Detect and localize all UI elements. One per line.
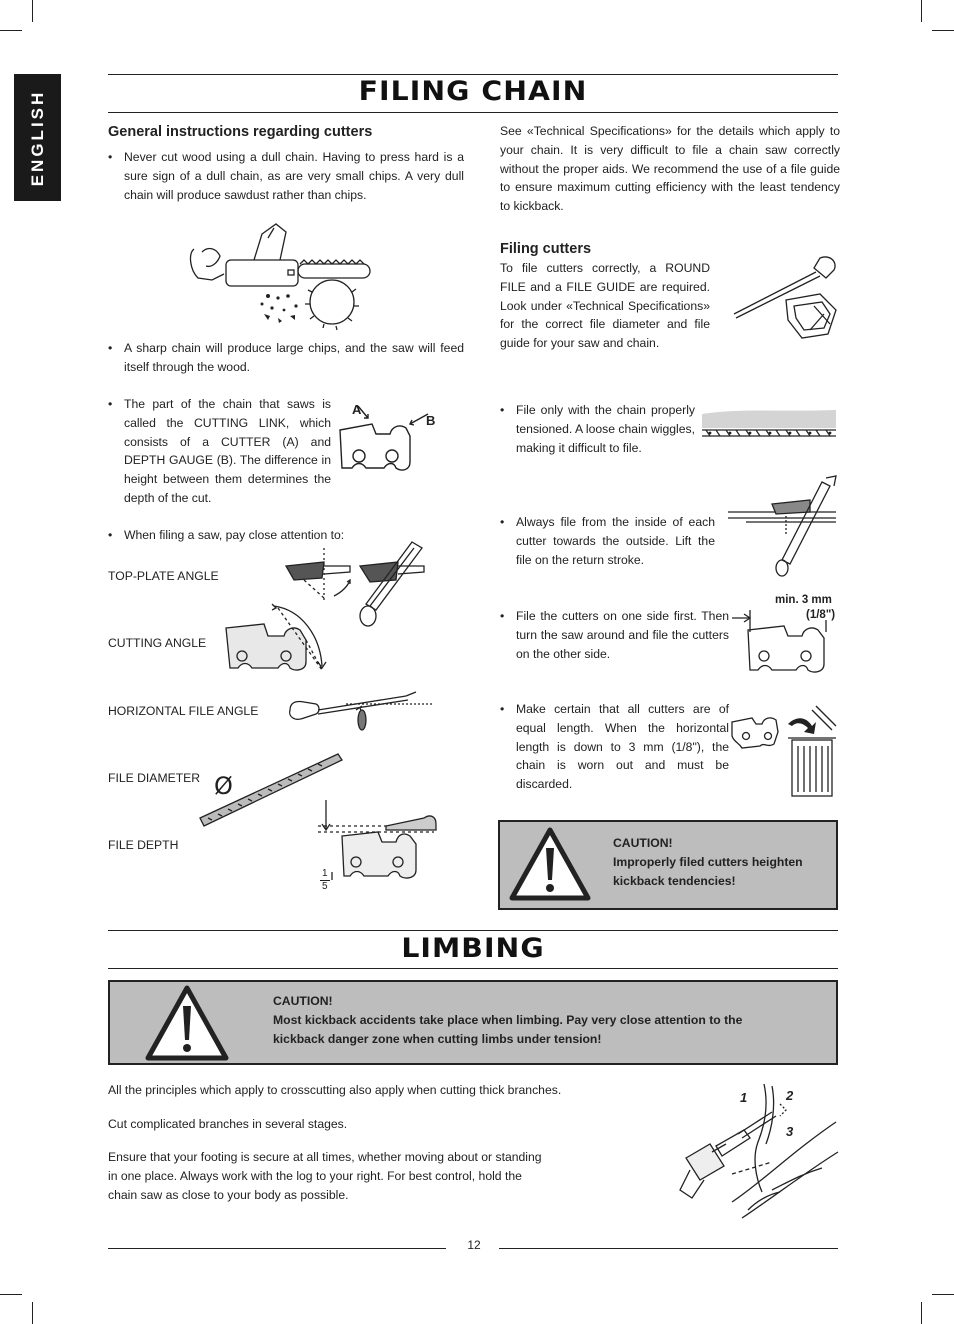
horizontal-file-angle-illustration xyxy=(286,688,438,734)
filing-cutters-paragraph: To file cutters correctly, a ROUND FILE and a FILE GUIDE are required. Look under «Technical Specifications» for the correct file diameter and file guide for your saw and chain. xyxy=(500,261,710,351)
crop-mark xyxy=(932,30,954,31)
limbing-chainsaw-illustration xyxy=(672,1082,840,1222)
language-tab xyxy=(14,74,61,201)
bullet-sharp-chain: • A sharp chain will produce large chips, and the saw will feed itself through the wood. xyxy=(108,339,464,377)
bullet-pay-attention: • When filing a saw, pay close attention to: xyxy=(108,526,464,545)
caution-body-filing: Improperly filed cutters heighten kickback tendencies! xyxy=(613,855,803,888)
diameter-symbol: Ø xyxy=(214,772,233,800)
chainsaw-cutting-illustration xyxy=(184,214,374,326)
cutting-angle-illustration xyxy=(222,600,330,678)
limbing-paragraph-footing: Ensure that your footing is secure at all times, whether moving about or standing in one place. Always work with the log to your right. For best control, hold the chain saw as close to your body as possible. xyxy=(108,1150,542,1202)
general-heading: General instructions regarding cutters xyxy=(108,124,373,140)
crop-mark xyxy=(0,1294,22,1295)
cut-label-2: 2 xyxy=(786,1088,794,1103)
bullet-equal-length: • Make certain that all cutters are of equal length. When the horizontal length is down to 3 mm (1/8"), the chain is worn out and must be discarded. xyxy=(500,700,729,794)
crop-mark xyxy=(932,1294,954,1295)
bullet-tensioned: • File only with the chain properly tensioned. A loose chain wiggles, making it difficult to file. xyxy=(500,401,695,457)
bullet-dull-chain: • Never cut wood using a dull chain. Having to press hard is a sure sign of a dull chain, as are very small chips. A very dull chain will produce sawdust rather than chips. xyxy=(108,148,464,204)
filing-direction-illustration xyxy=(726,474,840,578)
tech-spec-paragraph: See «Technical Specifications» for the details which apply to your chain. It is very difficult to file a chain saw correctly without the proper aids. We recommend the use of a file guide to ensure maximum cutting efficiency with the least tendency to kickback. xyxy=(500,124,840,214)
warning-triangle-icon xyxy=(144,984,230,1062)
caution-body-limbing: Most kickback accidents take place when limbing. Pay very close attention to the kickback danger zone when cutting limbs under tension! xyxy=(273,1013,743,1046)
crop-mark xyxy=(0,30,22,31)
footer-rule-left xyxy=(108,1248,446,1249)
crop-mark xyxy=(32,1302,33,1324)
label-cutter-a: A xyxy=(352,402,362,417)
file-depth-illustration xyxy=(312,796,440,892)
min-length-illustration xyxy=(730,598,840,676)
depth-fraction-numerator: 1 xyxy=(322,868,328,879)
cutting-link-illustration xyxy=(336,402,436,476)
bullet-one-side-first: • File the cutters on one side first. Then turn the saw around and file the cutters on the other side. xyxy=(500,607,729,663)
title-rule-bottom xyxy=(108,112,838,113)
section-title-filing: FILING CHAIN xyxy=(358,76,588,107)
label-depth-gauge-b: B xyxy=(426,413,436,428)
angle-label-file-diameter: FILE DIAMETER xyxy=(108,771,201,785)
worn-chain-discard-illustration xyxy=(728,702,840,800)
footer-rule-right xyxy=(499,1248,838,1249)
title-rule-top xyxy=(108,930,838,931)
angle-label-cutting: CUTTING ANGLE xyxy=(108,636,207,650)
angle-label-horizontal-file: HORIZONTAL FILE ANGLE xyxy=(108,704,259,718)
caution-title-limbing: CAUTION! xyxy=(273,994,333,1008)
page-number: 12 xyxy=(467,1238,481,1252)
cut-label-1: 1 xyxy=(740,1090,748,1105)
cut-label-3: 3 xyxy=(786,1124,794,1139)
depth-fraction-denominator: 5 xyxy=(322,881,328,892)
limbing-paragraph-principles: All the principles which apply to crosscutting also apply when cutting thick branches. xyxy=(108,1083,562,1097)
title-rule-top xyxy=(108,74,838,75)
angle-label-top-plate: TOP-PLATE ANGLE xyxy=(108,569,219,583)
file-and-guide-illustration xyxy=(730,254,840,340)
title-rule-bottom xyxy=(108,968,838,969)
min-length-label: min. 3 mm xyxy=(775,594,832,606)
warning-triangle-icon xyxy=(508,826,592,902)
angle-label-file-depth: FILE DEPTH xyxy=(108,838,179,852)
tensioned-chain-illustration xyxy=(700,406,840,442)
filing-cutters-heading: Filing cutters xyxy=(500,241,592,257)
section-title-limbing: LIMBING xyxy=(401,933,545,964)
bullet-inside-outside: • Always file from the inside of each cutter towards the outside. Lift the file on the return stroke. xyxy=(500,513,715,569)
crop-mark xyxy=(32,0,33,22)
bullet-cutting-link: • The part of the chain that saws is called the CUTTING LINK, which consists of a CUTTER (A) and DEPTH GAUGE (B). The difference in height between them determines the depth of the cut. xyxy=(108,395,331,508)
caution-title-filing: CAUTION! xyxy=(613,836,673,850)
crop-mark xyxy=(921,1302,922,1324)
limbing-paragraph-stages: Cut complicated branches in several stages. xyxy=(108,1117,348,1131)
crop-mark xyxy=(921,0,922,22)
min-length-inch-label: (1/8") xyxy=(806,609,836,621)
language-tab-label: ENGLISH xyxy=(27,89,47,186)
